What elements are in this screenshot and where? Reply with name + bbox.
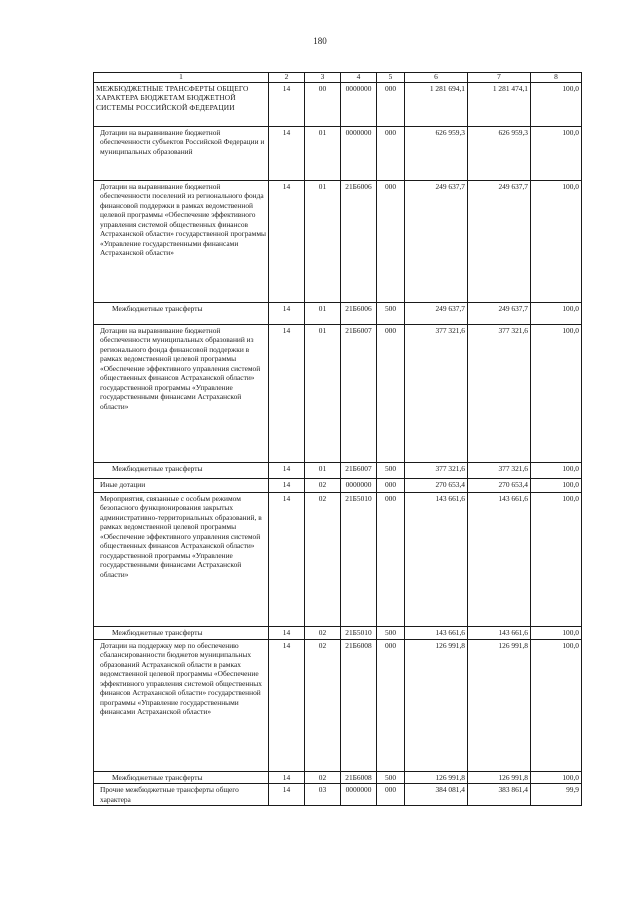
row-name: Дотации на выравнивание бюджетной обеспеченности субъектов Российской Федерации и муниципальных образований [94, 127, 269, 181]
budget-table [93, 72, 582, 806]
row-percent: 99,9 [531, 784, 582, 806]
row-section: 14 [269, 463, 305, 479]
row-target-article: 21Б6007 [341, 325, 377, 463]
row-percent: 100,0 [531, 303, 582, 325]
row-subsection: 02 [305, 640, 341, 772]
row-actual: 377 321,6 [468, 463, 531, 479]
row-section: 14 [269, 772, 305, 784]
row-percent: 100,0 [531, 83, 582, 127]
table-row [94, 83, 582, 127]
row-percent: 100,0 [531, 325, 582, 463]
row-section: 14 [269, 640, 305, 772]
row-expense-type: 000 [377, 784, 405, 806]
row-name: Межбюджетные трансферты [94, 772, 269, 784]
column-number-row [94, 73, 582, 83]
row-target-article: 21Б5010 [341, 493, 377, 627]
page-number: 180 [313, 36, 327, 46]
row-subsection: 03 [305, 784, 341, 806]
column-number: 5 [377, 73, 405, 83]
row-target-article: 21Б6008 [341, 772, 377, 784]
row-actual: 143 661,6 [468, 627, 531, 640]
row-name: Межбюджетные трансферты [94, 303, 269, 325]
row-plan: 1 281 694,1 [405, 83, 468, 127]
row-actual: 126 991,8 [468, 772, 531, 784]
row-section: 14 [269, 181, 305, 303]
row-section: 14 [269, 127, 305, 181]
table-row [94, 784, 582, 806]
row-plan: 384 081,4 [405, 784, 468, 806]
row-target-article: 21Б6006 [341, 181, 377, 303]
row-target-article: 0000000 [341, 127, 377, 181]
row-expense-type: 000 [377, 127, 405, 181]
row-target-article: 21Б6008 [341, 640, 377, 772]
table-row [94, 627, 582, 640]
row-plan: 143 661,6 [405, 627, 468, 640]
row-subsection: 01 [305, 325, 341, 463]
row-subsection: 01 [305, 181, 341, 303]
row-name: Дотации на поддержку мер по обеспечению сбалансированности бюджетов муниципальных образований Астраханской области в рамках ведомственной целевой программы «Обеспечение эффективного управления системой общественных финансов Астраханской области» государственной программы «Управление государственными финансами Астраханской области» [94, 640, 269, 772]
row-plan: 143 661,6 [405, 493, 468, 627]
row-expense-type: 500 [377, 463, 405, 479]
row-target-article: 21Б5010 [341, 627, 377, 640]
row-percent: 100,0 [531, 772, 582, 784]
row-plan: 249 637,7 [405, 181, 468, 303]
row-plan: 249 637,7 [405, 303, 468, 325]
row-name: Межбюджетные трансферты [94, 463, 269, 479]
row-actual: 626 959,3 [468, 127, 531, 181]
row-percent: 100,0 [531, 493, 582, 627]
row-plan: 626 959,3 [405, 127, 468, 181]
row-expense-type: 000 [377, 479, 405, 493]
row-section: 14 [269, 627, 305, 640]
row-subsection: 01 [305, 127, 341, 181]
table-row [94, 127, 582, 181]
column-number: 7 [468, 73, 531, 83]
row-section: 14 [269, 83, 305, 127]
row-percent: 100,0 [531, 640, 582, 772]
table-row [94, 493, 582, 627]
row-expense-type: 000 [377, 181, 405, 303]
row-target-article: 0000000 [341, 784, 377, 806]
column-number: 6 [405, 73, 468, 83]
row-plan: 126 991,8 [405, 640, 468, 772]
table-row [94, 463, 582, 479]
column-number: 3 [305, 73, 341, 83]
row-plan: 270 653,4 [405, 479, 468, 493]
row-subsection: 01 [305, 463, 341, 479]
row-section: 14 [269, 784, 305, 806]
row-actual: 143 661,6 [468, 493, 531, 627]
row-subsection: 01 [305, 303, 341, 325]
row-percent: 100,0 [531, 627, 582, 640]
row-actual: 270 653,4 [468, 479, 531, 493]
row-name: Дотации на выравнивание бюджетной обеспеченности поселений из регионального фонда финансовой поддержки в рамках ведомственной целевой программы «Обеспечение эффективного управления системой общественных финансов Астраханской области» государственной программы «Управление государственными финансами Астраханской области» [94, 181, 269, 303]
table-row [94, 325, 582, 463]
row-subsection: 02 [305, 493, 341, 627]
row-name: Прочие межбюджетные трансферты общего характера [94, 784, 269, 806]
row-name: Мероприятия, связанные с особым режимом безопасного функционирования закрытых административно-территориальных образований, в рамках ведомственной целевой программы «Обеспечение эффективного управления системой общественных финансов Астраханской области» государственной программы «Управление государственными финансами Астраханской области» [94, 493, 269, 627]
row-actual: 377 321,6 [468, 325, 531, 463]
table-row [94, 479, 582, 493]
row-expense-type: 000 [377, 640, 405, 772]
row-name: Иные дотации [94, 479, 269, 493]
row-name: Межбюджетные трансферты [94, 627, 269, 640]
row-plan: 126 991,8 [405, 772, 468, 784]
row-percent: 100,0 [531, 127, 582, 181]
row-actual: 249 637,7 [468, 181, 531, 303]
row-section: 14 [269, 303, 305, 325]
row-section: 14 [269, 493, 305, 627]
table-row [94, 303, 582, 325]
row-section: 14 [269, 479, 305, 493]
row-target-article: 0000000 [341, 479, 377, 493]
column-number: 4 [341, 73, 377, 83]
row-expense-type: 500 [377, 772, 405, 784]
row-target-article: 21Б6007 [341, 463, 377, 479]
row-target-article: 0000000 [341, 83, 377, 127]
row-percent: 100,0 [531, 479, 582, 493]
row-subsection: 02 [305, 772, 341, 784]
row-expense-type: 500 [377, 627, 405, 640]
column-number: 1 [94, 73, 269, 83]
table-row [94, 772, 582, 784]
row-actual: 1 281 474,1 [468, 83, 531, 127]
row-actual: 126 991,8 [468, 640, 531, 772]
row-expense-type: 500 [377, 303, 405, 325]
row-percent: 100,0 [531, 463, 582, 479]
row-expense-type: 000 [377, 493, 405, 627]
column-number: 8 [531, 73, 582, 83]
row-name: МЕЖБЮДЖЕТНЫЕ ТРАНСФЕРТЫ ОБЩЕГО ХАРАКТЕРА БЮДЖЕТАМ БЮДЖЕТНОЙ СИСТЕМЫ РОССИЙСКОЙ ФЕДЕРАЦИИ [94, 83, 269, 127]
row-actual: 249 637,7 [468, 303, 531, 325]
row-percent: 100,0 [531, 181, 582, 303]
row-subsection: 00 [305, 83, 341, 127]
row-actual: 383 861,4 [468, 784, 531, 806]
row-plan: 377 321,6 [405, 325, 468, 463]
row-expense-type: 000 [377, 325, 405, 463]
row-target-article: 21Б6006 [341, 303, 377, 325]
row-subsection: 02 [305, 479, 341, 493]
row-expense-type: 000 [377, 83, 405, 127]
row-plan: 377 321,6 [405, 463, 468, 479]
table-body [94, 73, 582, 806]
column-number: 2 [269, 73, 305, 83]
table-row [94, 640, 582, 772]
row-subsection: 02 [305, 627, 341, 640]
table-row [94, 181, 582, 303]
row-section: 14 [269, 325, 305, 463]
row-name: Дотации на выравнивание бюджетной обеспеченности муниципальных образований из регионального фонда финансовой поддержки в рамках ведомственной целевой программы «Обеспечение эффективного управления системой общественных финансов Астраханской области» государственной программы «Управление государственными финансами Астраханской области» [94, 325, 269, 463]
